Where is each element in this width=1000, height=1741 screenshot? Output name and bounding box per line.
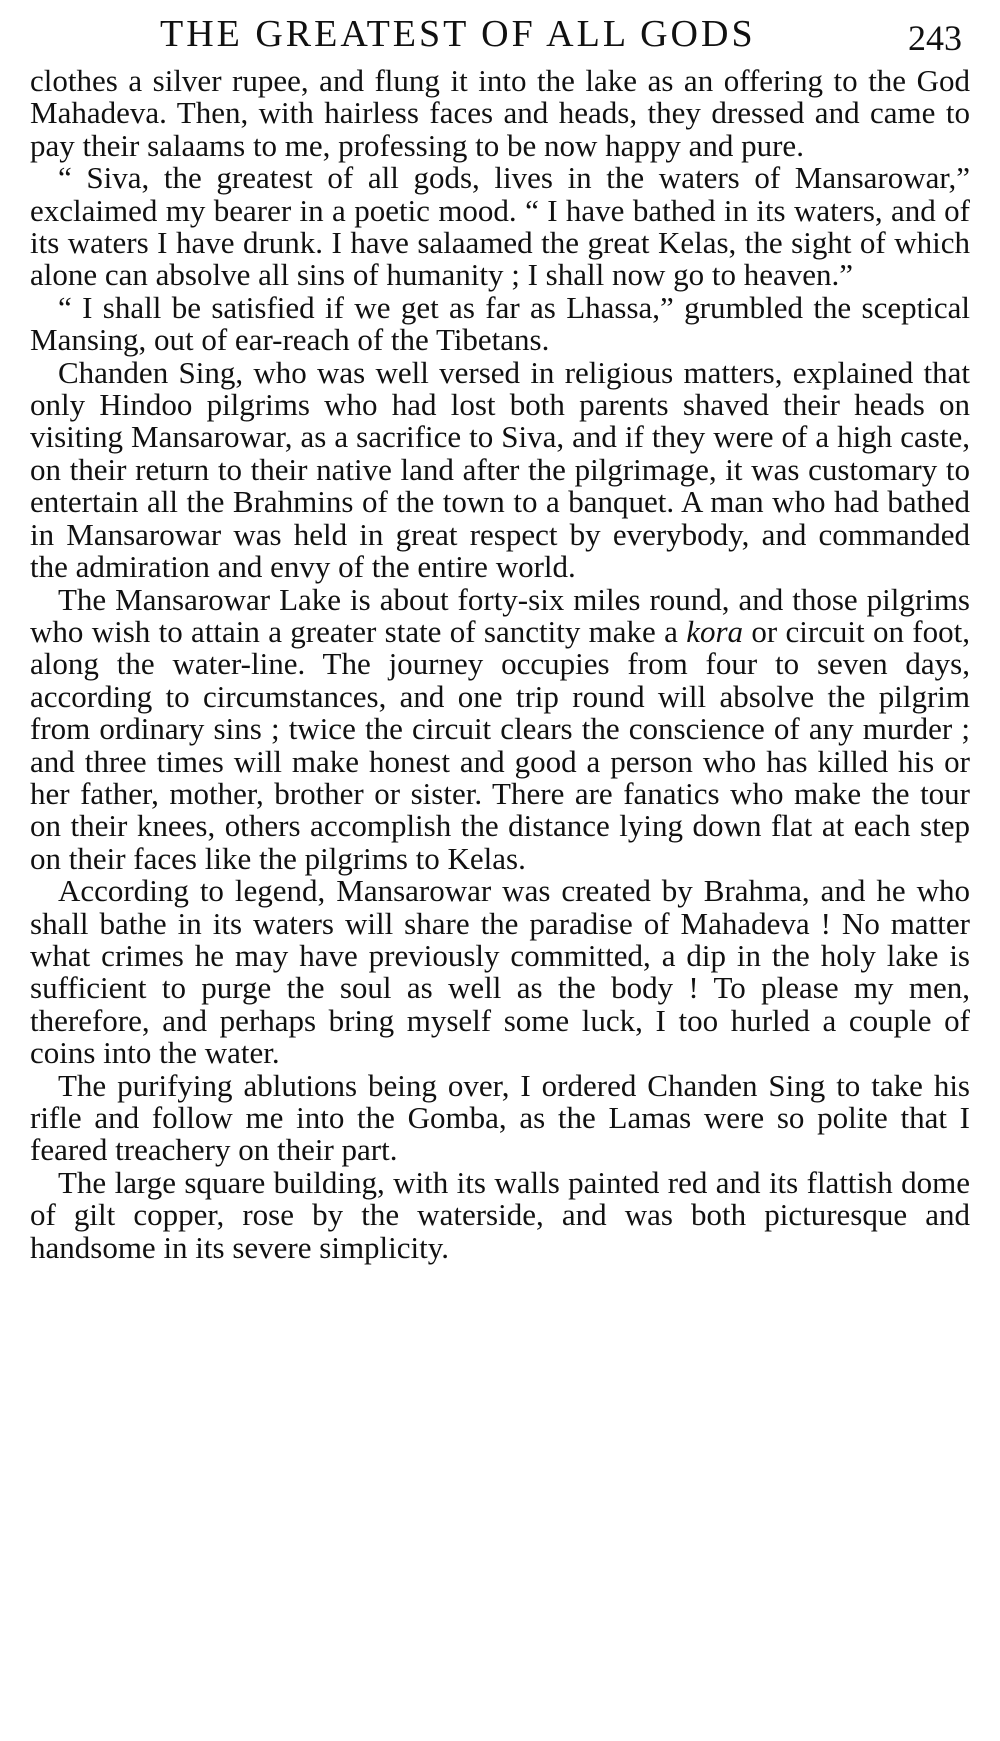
running-head [30,10,970,58]
chapter-title: THE GREATEST OF ALL GODS [160,13,756,55]
paragraph-8: The large square building, with its walls painted red and its flattish dome of gilt copper, rose by the waterside, and was both picturesque and handsome in its severe simplicity. [30,1164,970,1265]
italic-term-kora: kora [686,613,744,649]
body-text [30,65,970,1264]
paragraph-5-text-end: or circuit on foot, along the water-line. The journey occupies from four to seven days, according to circumstances, and one trip round will absolve the pilgrim from ordinary sins ; twice the circuit clears the conscience of any murder ; and three times will make honest and good a person who has killed his or her father, mother, brother or sister. There are fanatics who make the tour on their knees, others accomplish the distance lying down flat at each step on their faces like the pilgrims to Kelas. [30,613,970,876]
paragraph-4: Chanden Sing, who was well versed in religious matters, explained that only Hindoo pilgrims who had lost both parents shaved their heads on visiting Mansarowar, as a sacrifice to Siva, and if they were of a high caste, on their return to their native land after the pilgrimage, it was customary to entertain all the Brahmins of the town to a banquet. A man who had bathed in Mansarowar was held in great respect by everybody, and commanded the admiration and envy of the entire world. [30,354,970,585]
page-number: 243 [908,18,962,58]
paragraph-5-text-start: The Mansarowar Lake is about forty-six miles round, and those pilgrims who wish to attain a greater state of sanctity make a [30,581,970,649]
paragraph-1: clothes a silver rupee, and flung it into the lake as an offering to the God Mahadeva. Then, with hairless faces and heads, they dressed and came to pay their salaams to me, professing to be now happy and pure. [30,63,970,163]
paragraph-7: The purifying ablutions being over, I ordered Chanden Sing to take his rifle and follow me into the Gomba, as the Lamas were so polite that I feared treachery on their part. [30,1067,970,1168]
paragraph-5 [30,581,970,876]
paragraph-2: “ Siva, the greatest of all gods, lives in the waters of Mansarowar,” exclaimed my bearer in a poetic mood. “ I have bathed in its waters, and of its waters I have drunk. I have salaamed the great Kelas, the sight of which alone can absolve all sins of humanity ; I shall now go to heaven.” [30,160,970,293]
paragraph-6: According to legend, Mansarowar was created by Brahma, and he who shall bathe in its waters will share the paradise of Mahadeva ! No matter what crimes he may have previously committed, a dip in the holy lake is sufficient to purge the soul as well as the body ! To please my men, therefore, and perhaps bring myself some luck, I too hurled a couple of coins into the water. [30,873,970,1071]
paragraph-3: “ I shall be satisfied if we get as far as Lhassa,” grumbled the sceptical Mansing, out of ear-reach of the Tibetans. [30,289,970,358]
